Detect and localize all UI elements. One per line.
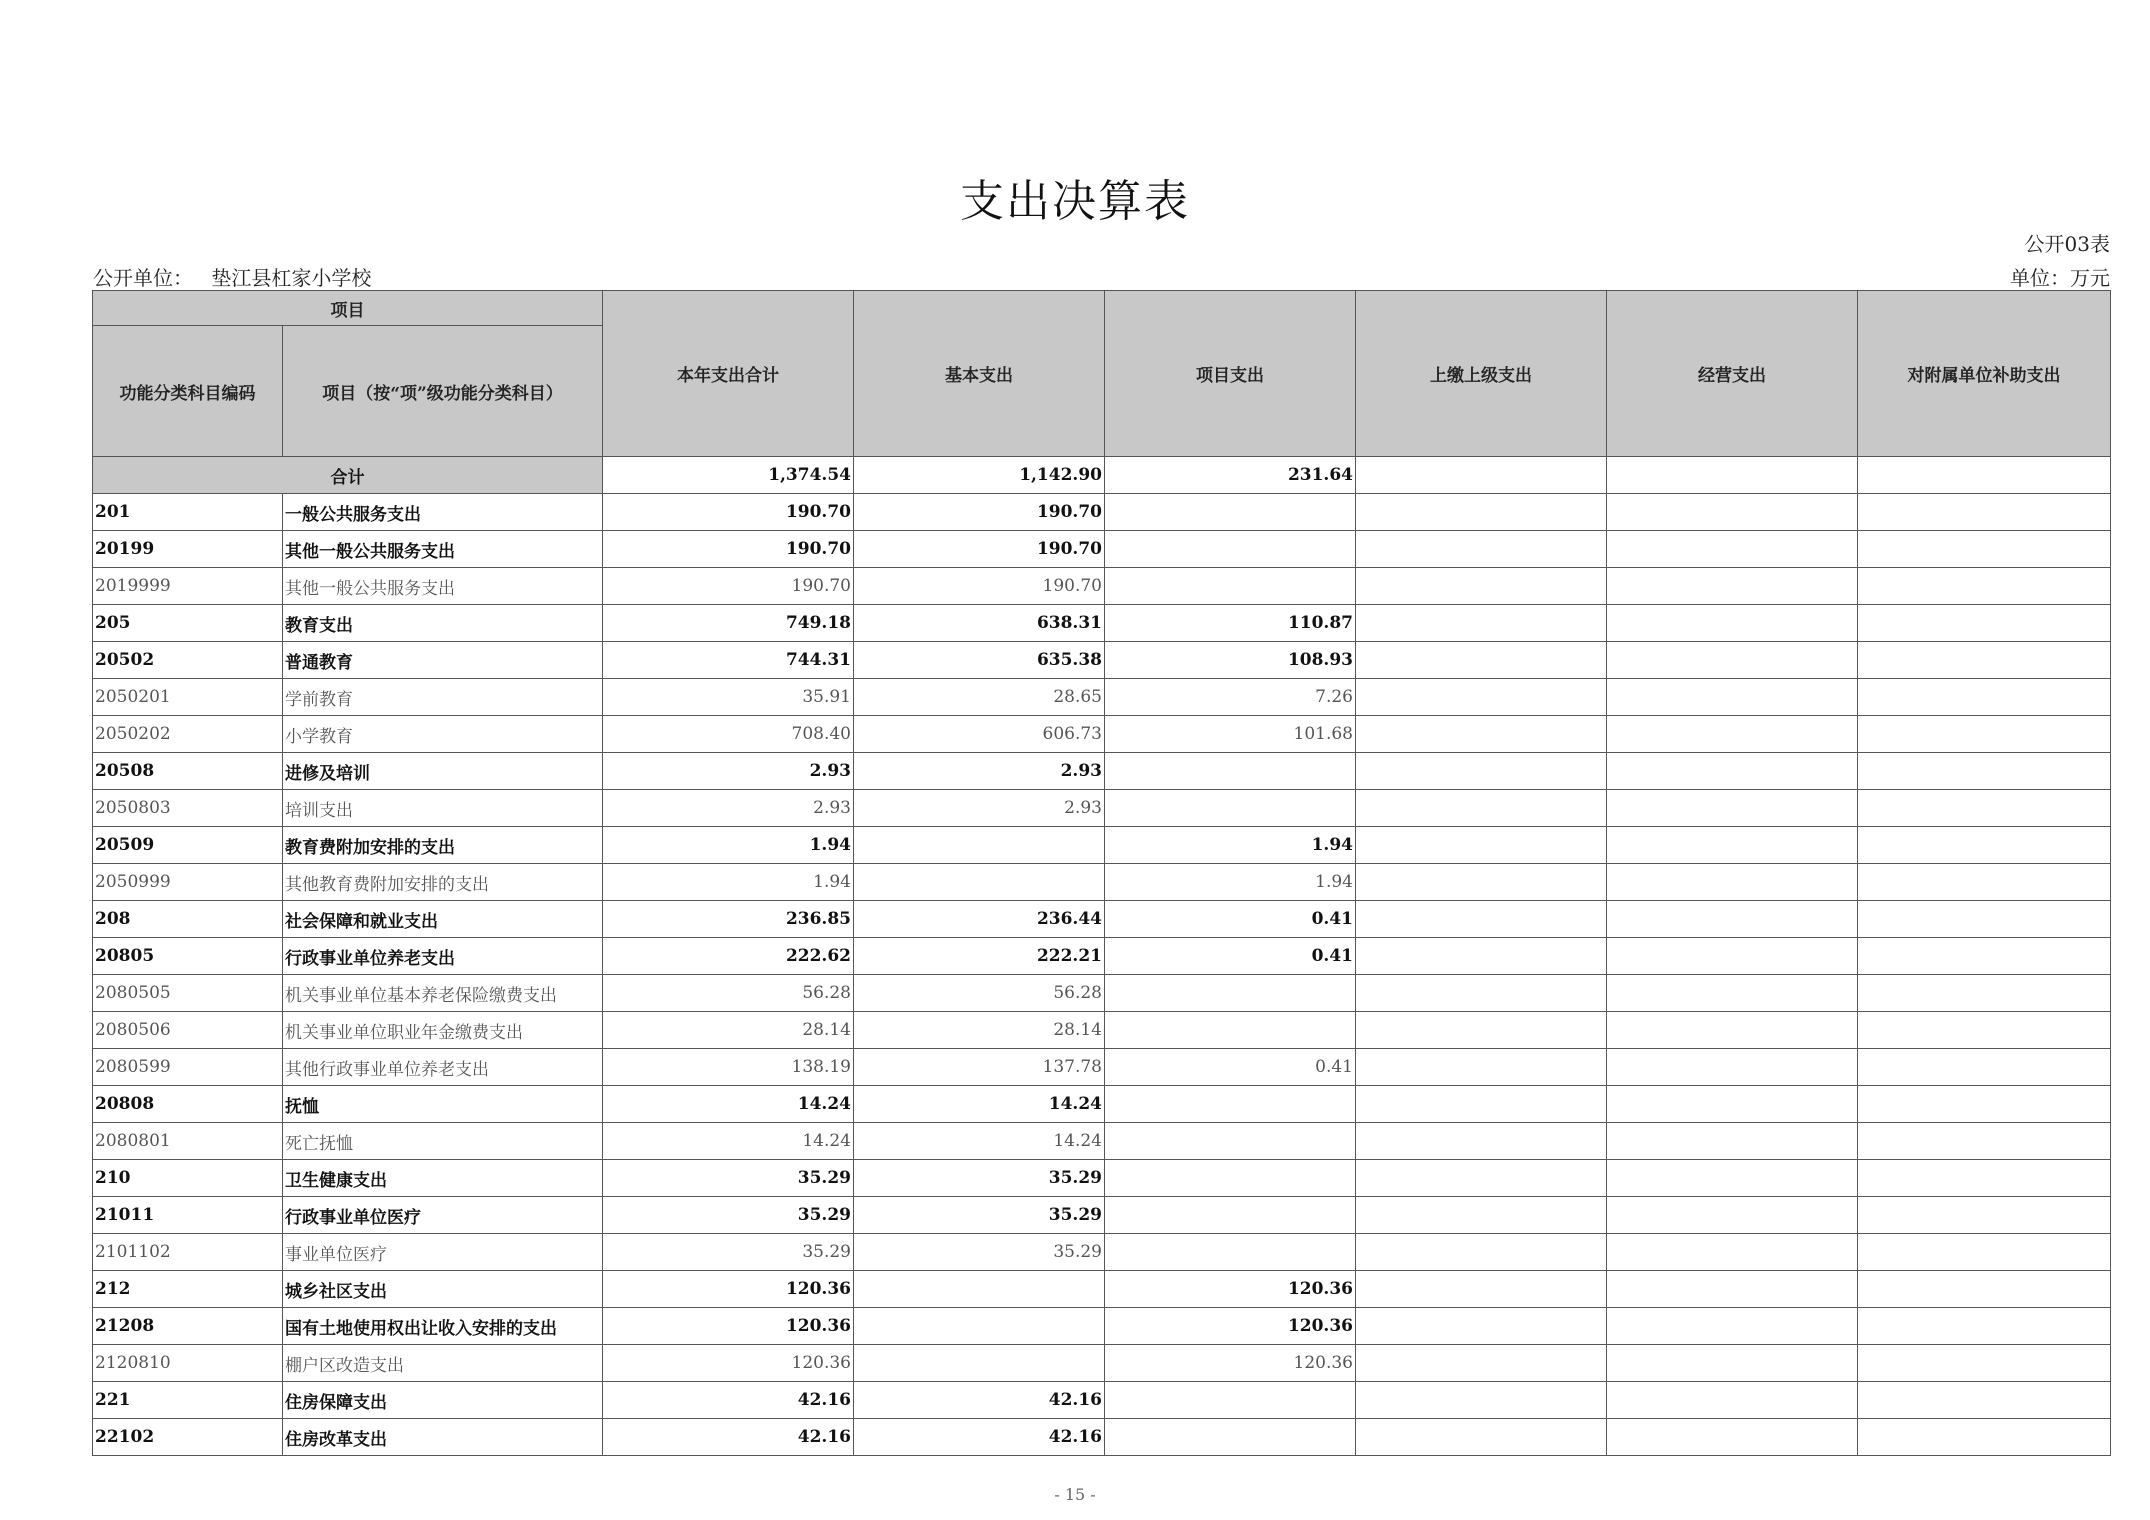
row-basic-cell: 35.29 bbox=[854, 1160, 1105, 1197]
table-row bbox=[93, 605, 2111, 642]
row-name-cell: 其他一般公共服务支出 bbox=[283, 568, 603, 605]
row-name-cell: 卫生健康支出 bbox=[283, 1160, 603, 1197]
row-upper-cell bbox=[1356, 753, 1607, 790]
row-project-cell: 0.41 bbox=[1105, 1049, 1356, 1086]
row-subsidy-cell bbox=[1858, 716, 2111, 753]
row-subsidy-cell bbox=[1858, 1197, 2111, 1234]
row-upper-cell bbox=[1356, 1345, 1607, 1382]
row-code-cell: 22102 bbox=[93, 1419, 283, 1456]
row-total-cell: 138.19 bbox=[603, 1049, 854, 1086]
row-total-cell: 35.29 bbox=[603, 1160, 854, 1197]
total-cell-basic: 1,142.90 bbox=[854, 457, 1105, 494]
row-name-cell: 社会保障和就业支出 bbox=[283, 901, 603, 938]
row-name-cell: 机关事业单位基本养老保险缴费支出 bbox=[283, 975, 603, 1012]
row-basic-cell: 42.16 bbox=[854, 1419, 1105, 1456]
row-name-cell: 死亡抚恤 bbox=[283, 1123, 603, 1160]
row-project-cell bbox=[1105, 1160, 1356, 1197]
row-project-cell bbox=[1105, 753, 1356, 790]
row-operating-cell bbox=[1607, 827, 1858, 864]
total-label: 合计 bbox=[93, 457, 603, 494]
row-upper-cell bbox=[1356, 1049, 1607, 1086]
row-operating-cell bbox=[1607, 938, 1858, 975]
row-code-cell: 208 bbox=[93, 901, 283, 938]
row-operating-cell bbox=[1607, 1086, 1858, 1123]
row-upper-cell bbox=[1356, 975, 1607, 1012]
row-basic-cell bbox=[854, 827, 1105, 864]
row-code-cell: 2050201 bbox=[93, 679, 283, 716]
row-basic-cell bbox=[854, 1271, 1105, 1308]
row-subsidy-cell bbox=[1858, 1382, 2111, 1419]
row-total-cell: 56.28 bbox=[603, 975, 854, 1012]
reporting-unit bbox=[93, 262, 371, 291]
header-name: 项目（按“项”级功能分类科目） bbox=[283, 326, 603, 457]
row-code-cell: 2050803 bbox=[93, 790, 283, 827]
row-code-cell: 2080506 bbox=[93, 1012, 283, 1049]
row-project-cell: 7.26 bbox=[1105, 679, 1356, 716]
total-row bbox=[93, 457, 2111, 494]
table-row bbox=[93, 901, 2111, 938]
row-operating-cell bbox=[1607, 531, 1858, 568]
table-row bbox=[93, 1234, 2111, 1271]
row-total-cell: 35.91 bbox=[603, 679, 854, 716]
row-upper-cell bbox=[1356, 1012, 1607, 1049]
row-upper-cell bbox=[1356, 1382, 1607, 1419]
row-operating-cell bbox=[1607, 1234, 1858, 1271]
total-cell-total: 1,374.54 bbox=[603, 457, 854, 494]
row-subsidy-cell bbox=[1858, 864, 2111, 901]
row-basic-cell: 2.93 bbox=[854, 753, 1105, 790]
row-total-cell: 35.29 bbox=[603, 1234, 854, 1271]
row-basic-cell: 35.29 bbox=[854, 1197, 1105, 1234]
row-project-cell: 101.68 bbox=[1105, 716, 1356, 753]
row-total-cell: 1.94 bbox=[603, 827, 854, 864]
row-total-cell: 120.36 bbox=[603, 1271, 854, 1308]
row-upper-cell bbox=[1356, 1271, 1607, 1308]
row-subsidy-cell bbox=[1858, 1419, 2111, 1456]
row-basic-cell: 137.78 bbox=[854, 1049, 1105, 1086]
row-basic-cell: 236.44 bbox=[854, 901, 1105, 938]
row-operating-cell bbox=[1607, 679, 1858, 716]
header-upper: 上缴上级支出 bbox=[1356, 291, 1607, 457]
row-total-cell: 120.36 bbox=[603, 1345, 854, 1382]
row-upper-cell bbox=[1356, 716, 1607, 753]
row-total-cell: 14.24 bbox=[603, 1123, 854, 1160]
row-code-cell: 20805 bbox=[93, 938, 283, 975]
page-title: 支出决算表 bbox=[960, 176, 1190, 227]
row-project-cell: 120.36 bbox=[1105, 1345, 1356, 1382]
table-row bbox=[93, 1382, 2111, 1419]
table-row bbox=[93, 1012, 2111, 1049]
row-upper-cell bbox=[1356, 568, 1607, 605]
row-subsidy-cell bbox=[1858, 679, 2111, 716]
row-code-cell: 21011 bbox=[93, 1197, 283, 1234]
row-basic-cell bbox=[854, 864, 1105, 901]
row-operating-cell bbox=[1607, 901, 1858, 938]
row-project-cell bbox=[1105, 1197, 1356, 1234]
row-subsidy-cell bbox=[1858, 1234, 2111, 1271]
row-subsidy-cell bbox=[1858, 494, 2111, 531]
row-code-cell: 2019999 bbox=[93, 568, 283, 605]
row-total-cell: 28.14 bbox=[603, 1012, 854, 1049]
row-code-cell: 2080801 bbox=[93, 1123, 283, 1160]
row-code-cell: 20508 bbox=[93, 753, 283, 790]
row-name-cell: 教育费附加安排的支出 bbox=[283, 827, 603, 864]
row-operating-cell bbox=[1607, 1345, 1858, 1382]
row-subsidy-cell bbox=[1858, 938, 2111, 975]
row-basic-cell: 35.29 bbox=[854, 1234, 1105, 1271]
row-operating-cell bbox=[1607, 864, 1858, 901]
row-upper-cell bbox=[1356, 642, 1607, 679]
row-subsidy-cell bbox=[1858, 1308, 2111, 1345]
row-basic-cell: 190.70 bbox=[854, 494, 1105, 531]
row-upper-cell bbox=[1356, 1197, 1607, 1234]
row-name-cell: 棚户区改造支出 bbox=[283, 1345, 603, 1382]
row-project-cell bbox=[1105, 1123, 1356, 1160]
row-project-cell bbox=[1105, 1382, 1356, 1419]
table-row bbox=[93, 1271, 2111, 1308]
row-project-cell bbox=[1105, 1012, 1356, 1049]
row-basic-cell: 190.70 bbox=[854, 531, 1105, 568]
row-project-cell bbox=[1105, 975, 1356, 1012]
row-project-cell: 110.87 bbox=[1105, 605, 1356, 642]
row-total-cell: 190.70 bbox=[603, 531, 854, 568]
row-operating-cell bbox=[1607, 494, 1858, 531]
table-row bbox=[93, 1049, 2111, 1086]
row-operating-cell bbox=[1607, 1271, 1858, 1308]
header-project: 项目支出 bbox=[1105, 291, 1356, 457]
row-subsidy-cell bbox=[1858, 753, 2111, 790]
row-total-cell: 190.70 bbox=[603, 494, 854, 531]
row-name-cell: 抚恤 bbox=[283, 1086, 603, 1123]
row-operating-cell bbox=[1607, 1197, 1858, 1234]
table-row bbox=[93, 642, 2111, 679]
row-upper-cell bbox=[1356, 1123, 1607, 1160]
total-cell-subsidy bbox=[1858, 457, 2111, 494]
row-subsidy-cell bbox=[1858, 1160, 2111, 1197]
currency-unit: 单位：万元 bbox=[2010, 266, 2110, 290]
table-row bbox=[93, 1345, 2111, 1382]
header-code: 功能分类科目编码 bbox=[93, 326, 283, 457]
row-upper-cell bbox=[1356, 827, 1607, 864]
row-basic-cell: 2.93 bbox=[854, 790, 1105, 827]
row-operating-cell bbox=[1607, 1419, 1858, 1456]
form-number: 公开03表 bbox=[2024, 232, 2110, 256]
row-subsidy-cell bbox=[1858, 1123, 2111, 1160]
row-code-cell: 20502 bbox=[93, 642, 283, 679]
row-basic-cell: 222.21 bbox=[854, 938, 1105, 975]
row-project-cell bbox=[1105, 790, 1356, 827]
row-code-cell: 20808 bbox=[93, 1086, 283, 1123]
row-code-cell: 205 bbox=[93, 605, 283, 642]
row-upper-cell bbox=[1356, 938, 1607, 975]
table-row bbox=[93, 531, 2111, 568]
row-project-cell: 1.94 bbox=[1105, 827, 1356, 864]
header-basic: 基本支出 bbox=[854, 291, 1105, 457]
table-row bbox=[93, 1123, 2111, 1160]
row-upper-cell bbox=[1356, 864, 1607, 901]
row-upper-cell bbox=[1356, 790, 1607, 827]
row-name-cell: 小学教育 bbox=[283, 716, 603, 753]
row-code-cell: 2101102 bbox=[93, 1234, 283, 1271]
total-cell-operating bbox=[1607, 457, 1858, 494]
row-total-cell: 120.36 bbox=[603, 1308, 854, 1345]
table-row bbox=[93, 679, 2111, 716]
row-project-cell bbox=[1105, 568, 1356, 605]
row-basic-cell: 28.14 bbox=[854, 1012, 1105, 1049]
table-row bbox=[93, 790, 2111, 827]
row-name-cell: 进修及培训 bbox=[283, 753, 603, 790]
row-name-cell: 其他一般公共服务支出 bbox=[283, 531, 603, 568]
row-total-cell: 42.16 bbox=[603, 1382, 854, 1419]
row-subsidy-cell bbox=[1858, 1086, 2111, 1123]
row-basic-cell bbox=[854, 1345, 1105, 1382]
row-upper-cell bbox=[1356, 1160, 1607, 1197]
row-upper-cell bbox=[1356, 1086, 1607, 1123]
row-name-cell: 培训支出 bbox=[283, 790, 603, 827]
total-cell-upper bbox=[1356, 457, 1607, 494]
row-total-cell: 222.62 bbox=[603, 938, 854, 975]
row-subsidy-cell bbox=[1858, 827, 2111, 864]
row-code-cell: 201 bbox=[93, 494, 283, 531]
row-name-cell: 住房保障支出 bbox=[283, 1382, 603, 1419]
table-row bbox=[93, 864, 2111, 901]
row-operating-cell bbox=[1607, 1382, 1858, 1419]
header-subsidy: 对附属单位补助支出 bbox=[1858, 291, 2111, 457]
row-basic-cell: 56.28 bbox=[854, 975, 1105, 1012]
table-row bbox=[93, 1419, 2111, 1456]
table-row bbox=[93, 827, 2111, 864]
row-upper-cell bbox=[1356, 901, 1607, 938]
row-subsidy-cell bbox=[1858, 531, 2111, 568]
row-name-cell: 事业单位医疗 bbox=[283, 1234, 603, 1271]
row-operating-cell bbox=[1607, 1160, 1858, 1197]
table-row bbox=[93, 494, 2111, 531]
row-code-cell: 2080505 bbox=[93, 975, 283, 1012]
row-basic-cell: 635.38 bbox=[854, 642, 1105, 679]
row-name-cell: 行政事业单位医疗 bbox=[283, 1197, 603, 1234]
row-total-cell: 35.29 bbox=[603, 1197, 854, 1234]
row-basic-cell: 14.24 bbox=[854, 1123, 1105, 1160]
row-project-cell bbox=[1105, 1234, 1356, 1271]
table-row bbox=[93, 1308, 2111, 1345]
table-row bbox=[93, 975, 2111, 1012]
row-name-cell: 城乡社区支出 bbox=[283, 1271, 603, 1308]
header-item: 项目 bbox=[93, 291, 603, 326]
row-name-cell: 住房改革支出 bbox=[283, 1419, 603, 1456]
row-upper-cell bbox=[1356, 1234, 1607, 1271]
row-operating-cell bbox=[1607, 790, 1858, 827]
row-subsidy-cell bbox=[1858, 1049, 2111, 1086]
row-project-cell bbox=[1105, 1419, 1356, 1456]
row-project-cell bbox=[1105, 531, 1356, 568]
page-number: - 15 - bbox=[1054, 1485, 1096, 1504]
row-basic-cell bbox=[854, 1308, 1105, 1345]
row-name-cell: 普通教育 bbox=[283, 642, 603, 679]
row-upper-cell bbox=[1356, 1308, 1607, 1345]
row-total-cell: 708.40 bbox=[603, 716, 854, 753]
row-name-cell: 国有土地使用权出让收入安排的支出 bbox=[283, 1308, 603, 1345]
row-subsidy-cell bbox=[1858, 901, 2111, 938]
reporting-unit-label: 公开单位： bbox=[93, 266, 193, 290]
row-upper-cell bbox=[1356, 531, 1607, 568]
row-code-cell: 20199 bbox=[93, 531, 283, 568]
row-project-cell bbox=[1105, 1086, 1356, 1123]
row-total-cell: 42.16 bbox=[603, 1419, 854, 1456]
row-operating-cell bbox=[1607, 642, 1858, 679]
row-operating-cell bbox=[1607, 1308, 1858, 1345]
reporting-unit-name: 垫江县杠家小学校 bbox=[211, 266, 372, 290]
row-subsidy-cell bbox=[1858, 1271, 2111, 1308]
row-project-cell: 108.93 bbox=[1105, 642, 1356, 679]
header-operating: 经营支出 bbox=[1607, 291, 1858, 457]
row-name-cell: 行政事业单位养老支出 bbox=[283, 938, 603, 975]
row-upper-cell bbox=[1356, 605, 1607, 642]
row-operating-cell bbox=[1607, 568, 1858, 605]
row-subsidy-cell bbox=[1858, 975, 2111, 1012]
row-operating-cell bbox=[1607, 605, 1858, 642]
row-total-cell: 190.70 bbox=[603, 568, 854, 605]
row-subsidy-cell bbox=[1858, 605, 2111, 642]
table-row bbox=[93, 568, 2111, 605]
row-total-cell: 749.18 bbox=[603, 605, 854, 642]
row-operating-cell bbox=[1607, 716, 1858, 753]
row-subsidy-cell bbox=[1858, 1345, 2111, 1382]
row-total-cell: 1.94 bbox=[603, 864, 854, 901]
row-basic-cell: 14.24 bbox=[854, 1086, 1105, 1123]
row-subsidy-cell bbox=[1858, 642, 2111, 679]
row-code-cell: 210 bbox=[93, 1160, 283, 1197]
expenditure-table bbox=[92, 290, 2111, 1456]
row-upper-cell bbox=[1356, 1419, 1607, 1456]
row-total-cell: 744.31 bbox=[603, 642, 854, 679]
row-basic-cell: 638.31 bbox=[854, 605, 1105, 642]
row-name-cell: 其他行政事业单位养老支出 bbox=[283, 1049, 603, 1086]
table-row bbox=[93, 938, 2111, 975]
table-row bbox=[93, 1197, 2111, 1234]
row-name-cell: 一般公共服务支出 bbox=[283, 494, 603, 531]
row-total-cell: 2.93 bbox=[603, 753, 854, 790]
header-total: 本年支出合计 bbox=[603, 291, 854, 457]
row-name-cell: 机关事业单位职业年金缴费支出 bbox=[283, 1012, 603, 1049]
row-code-cell: 2050202 bbox=[93, 716, 283, 753]
row-code-cell: 221 bbox=[93, 1382, 283, 1419]
row-operating-cell bbox=[1607, 1123, 1858, 1160]
row-basic-cell: 28.65 bbox=[854, 679, 1105, 716]
total-cell-project: 231.64 bbox=[1105, 457, 1356, 494]
row-name-cell: 教育支出 bbox=[283, 605, 603, 642]
row-upper-cell bbox=[1356, 679, 1607, 716]
row-operating-cell bbox=[1607, 753, 1858, 790]
row-code-cell: 212 bbox=[93, 1271, 283, 1308]
row-code-cell: 2120810 bbox=[93, 1345, 283, 1382]
row-subsidy-cell bbox=[1858, 790, 2111, 827]
row-project-cell: 120.36 bbox=[1105, 1271, 1356, 1308]
row-total-cell: 14.24 bbox=[603, 1086, 854, 1123]
table-row bbox=[93, 1160, 2111, 1197]
row-code-cell: 2050999 bbox=[93, 864, 283, 901]
row-basic-cell: 606.73 bbox=[854, 716, 1105, 753]
row-project-cell bbox=[1105, 494, 1356, 531]
table-row bbox=[93, 753, 2111, 790]
row-code-cell: 20509 bbox=[93, 827, 283, 864]
row-project-cell: 1.94 bbox=[1105, 864, 1356, 901]
row-code-cell: 21208 bbox=[93, 1308, 283, 1345]
row-basic-cell: 190.70 bbox=[854, 568, 1105, 605]
row-operating-cell bbox=[1607, 1049, 1858, 1086]
row-name-cell: 学前教育 bbox=[283, 679, 603, 716]
row-subsidy-cell bbox=[1858, 1012, 2111, 1049]
row-code-cell: 2080599 bbox=[93, 1049, 283, 1086]
row-name-cell: 其他教育费附加安排的支出 bbox=[283, 864, 603, 901]
row-project-cell: 120.36 bbox=[1105, 1308, 1356, 1345]
row-subsidy-cell bbox=[1858, 568, 2111, 605]
row-operating-cell bbox=[1607, 975, 1858, 1012]
row-total-cell: 2.93 bbox=[603, 790, 854, 827]
row-operating-cell bbox=[1607, 1012, 1858, 1049]
row-project-cell: 0.41 bbox=[1105, 938, 1356, 975]
row-basic-cell: 42.16 bbox=[854, 1382, 1105, 1419]
table-row bbox=[93, 716, 2111, 753]
row-upper-cell bbox=[1356, 494, 1607, 531]
row-total-cell: 236.85 bbox=[603, 901, 854, 938]
row-project-cell: 0.41 bbox=[1105, 901, 1356, 938]
table-row bbox=[93, 1086, 2111, 1123]
